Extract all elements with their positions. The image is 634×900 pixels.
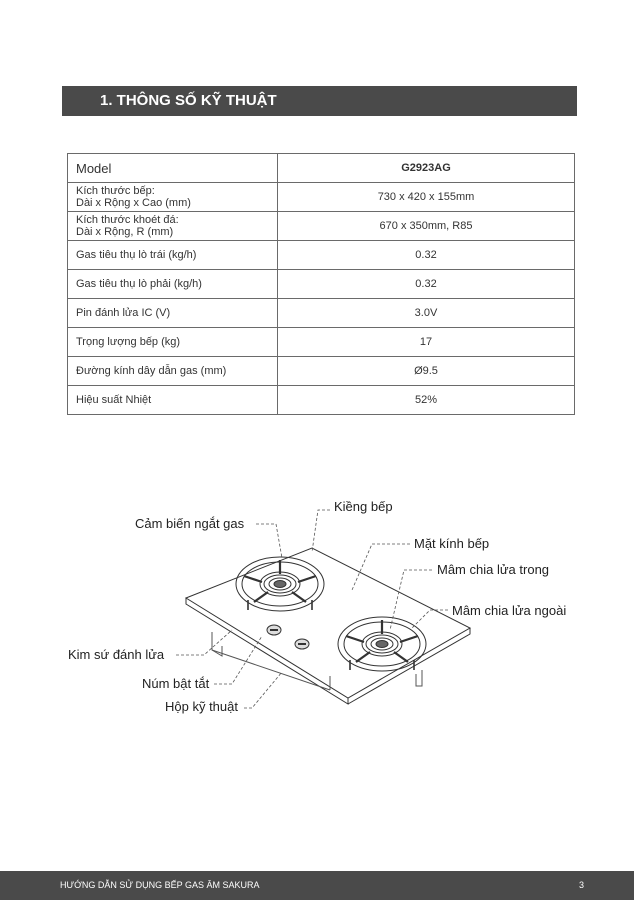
section-title: 1. THÔNG SỐ KỸ THUẬT bbox=[62, 86, 577, 116]
page-footer bbox=[0, 871, 634, 900]
row-value: 0.32 bbox=[278, 241, 575, 270]
spec-table bbox=[67, 153, 575, 415]
table-row bbox=[68, 212, 575, 241]
callout-mam-ngoai: Mâm chia lửa ngoài bbox=[452, 603, 567, 618]
table-row bbox=[68, 241, 575, 270]
row-label-line: Kích thước khoét đá: bbox=[76, 214, 179, 226]
callout-mat-kinh: Mặt kính bếp bbox=[414, 536, 490, 551]
table-row bbox=[68, 299, 575, 328]
row-label bbox=[68, 212, 278, 241]
callout-hop-ky: Hộp kỹ thuật bbox=[165, 699, 238, 714]
table-row bbox=[68, 328, 575, 357]
hob-diagram bbox=[0, 480, 634, 740]
row-label-line: Kích thước bếp: bbox=[76, 185, 155, 197]
table-row bbox=[68, 386, 575, 415]
row-label: Pin đánh lửa IC (V) bbox=[68, 299, 278, 328]
row-value: 3.0V bbox=[278, 299, 575, 328]
row-label: Gas tiêu thụ lò trái (kg/h) bbox=[68, 241, 278, 270]
callout-kieng-bep: Kiềng bếp bbox=[334, 499, 393, 514]
row-value: 17 bbox=[278, 328, 575, 357]
row-label bbox=[68, 183, 278, 212]
table-row bbox=[68, 183, 575, 212]
row-label: Trọng lượng bếp (kg) bbox=[68, 328, 278, 357]
callout-mam-trong: Mâm chia lửa trong bbox=[437, 562, 550, 577]
table-row bbox=[68, 357, 575, 386]
row-label-line: Dài x Rộng x Cao (mm) bbox=[76, 197, 191, 209]
row-label: Gas tiêu thụ lò phải (kg/h) bbox=[68, 270, 278, 299]
row-label: Đường kính dây dẫn gas (mm) bbox=[68, 357, 278, 386]
header-value: G2923AG bbox=[278, 154, 575, 183]
callout-cam-bien: Cảm biến ngắt gas bbox=[135, 516, 245, 531]
page-number: 3 bbox=[578, 880, 584, 890]
row-value: 0.32 bbox=[278, 270, 575, 299]
table-row bbox=[68, 270, 575, 299]
footer-title: HƯỚNG DẪN SỬ DỤNG BẾP GAS ÂM SAKURA bbox=[60, 880, 260, 890]
table-header-row bbox=[68, 154, 575, 183]
row-label-line: Dài x Rộng, R (mm) bbox=[76, 226, 174, 238]
row-value: 670 x 350mm, R85 bbox=[278, 212, 575, 241]
row-value: 730 x 420 x 155mm bbox=[278, 183, 575, 212]
row-value: Ø9.5 bbox=[278, 357, 575, 386]
callout-num-bat: Núm bật tắt bbox=[142, 676, 210, 691]
callout-kim-su: Kim sứ đánh lửa bbox=[68, 647, 165, 662]
header-label: Model bbox=[68, 154, 278, 183]
row-value: 52% bbox=[278, 386, 575, 415]
row-label: Hiệu suất Nhiệt bbox=[68, 386, 278, 415]
